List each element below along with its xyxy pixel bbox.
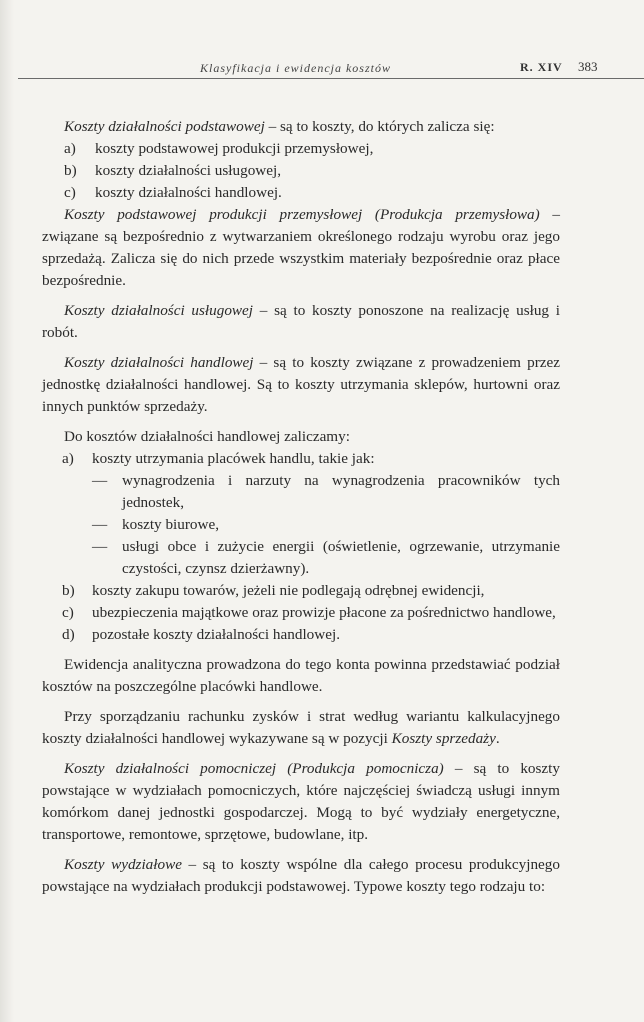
- dash-text: wynagrodzenia i narzuty na wynagrodzenia pracowników tych jednostek,: [122, 472, 560, 511]
- paragraph-2: [42, 204, 560, 292]
- paragraph-5: Do kosztów działalności handlowej zaliczamy:: [64, 428, 350, 445]
- paragraph-6: Ewidencja analityczna prowadzona do tego konta powinna przedstawiać podział kosztów na poszczególne placówki handlowe.: [42, 656, 560, 695]
- dash-item: [92, 514, 560, 536]
- paragraph-text: .: [495, 730, 500, 747]
- paragraph-4: [42, 352, 560, 418]
- list-item: [42, 448, 560, 580]
- list-item: [42, 160, 560, 182]
- list-marker: a): [64, 140, 76, 157]
- list-marker: a): [62, 450, 74, 467]
- paragraph-text: – są to koszty powstające w wydziałach pomocniczych, które najczęściej świadczą usługi innym komórkom danej jednostki gospodarczej. Mogą to być wydziały energetyczne, transportowe, remontowe, sprzętowe, budowlane, itp.: [42, 760, 560, 843]
- list-cost-types: [42, 138, 560, 204]
- term: Koszty podstawowej produkcji przemysłowej (Produkcja przemysłowa): [64, 206, 540, 223]
- page-number: 383: [578, 59, 598, 74]
- list-item: [42, 602, 560, 624]
- list-text: koszty działalności handlowej.: [95, 184, 282, 201]
- dash-mark: —: [92, 472, 108, 489]
- paragraph-1: [42, 116, 560, 138]
- list-text: koszty podstawowej produkcji przemysłowej,: [95, 140, 374, 157]
- term: Koszty działalności usługowej: [64, 302, 253, 319]
- term: Koszty działalności pomocniczej (Produkcja pomocnicza): [64, 760, 444, 777]
- dash-list: [92, 470, 560, 580]
- list-marker: b): [64, 162, 77, 179]
- paragraph-7: [42, 706, 560, 750]
- list-item: [42, 138, 560, 160]
- dash-item: [92, 470, 560, 514]
- paragraph-9: [42, 854, 560, 898]
- list-text: koszty zakupu towarów, jeżeli nie podlegają odrębnej ewidencji,: [92, 582, 485, 599]
- list-item: [42, 580, 560, 602]
- chapter-label: R. XIV: [520, 60, 563, 74]
- paragraph-3: [42, 300, 560, 344]
- paragraph-text: – są to koszty związane z prowadzeniem przez jednostkę działalności handlowej. Są to koszty utrzymania sklepów, hurtowni oraz innych punktów sprzedaży.: [42, 354, 560, 415]
- paragraph-text: – związane są bezpośrednio z wytwarzaniem określonego rodzaju wyrobu oraz jego sprzedażą. Zalicza się do nich przede wszystkim materiały bezpośrednie oraz płace bezpośrednie.: [42, 206, 560, 289]
- page-edge: [0, 0, 14, 1022]
- term: Koszty działalności podstawowej: [64, 118, 265, 135]
- dash-text: koszty biurowe,: [122, 516, 220, 533]
- list-marker: d): [62, 626, 75, 643]
- paragraph-text: – są to koszty ponoszone na realizację usług i robót.: [42, 302, 560, 341]
- page-header: [0, 0, 644, 90]
- list-marker: b): [62, 582, 75, 599]
- list-text: pozostałe koszty działalności handlowej.: [92, 626, 340, 643]
- page-body: [42, 116, 560, 898]
- list-text: ubezpieczenia majątkowe oraz prowizje płacone za pośrednictwo handlowe,: [92, 604, 556, 621]
- list-marker: c): [62, 604, 74, 621]
- term: Koszty działalności handlowej: [64, 354, 254, 371]
- list-item: [42, 182, 560, 204]
- list-marker: c): [64, 184, 76, 201]
- term: Koszty sprzedaży: [391, 730, 496, 747]
- paragraph-8: [42, 758, 560, 846]
- list-text: koszty działalności usługowej,: [95, 162, 282, 179]
- list-trade-costs: [42, 448, 560, 646]
- paragraph-text: – są to koszty wspólne dla całego procesu produkcyjnego powstające na wydziałach produkcji podstawowej. Typowe koszty tego rodzaju to:: [42, 856, 560, 895]
- dash-mark: —: [92, 538, 108, 555]
- term: Koszty wydziałowe: [64, 856, 182, 873]
- running-title: Klasyfikacja i ewidencja kosztów: [200, 61, 391, 75]
- paragraph-text: – są to koszty, do których zalicza się:: [264, 118, 495, 135]
- paragraph-text: Przy sporządzaniu rachunku zysków i strat według wariantu kalkulacyjnego koszty działalności handlowej wykazywane są w pozycji: [42, 708, 560, 747]
- dash-item: [92, 536, 560, 580]
- dash-text: usługi obce i zużycie energii (oświetlenie, ogrzewanie, utrzymanie czystości, czynsz dzierżawny).: [122, 538, 560, 577]
- dash-mark: —: [92, 516, 108, 533]
- list-item: [42, 624, 560, 646]
- list-text: koszty utrzymania placówek handlu, takie jak:: [92, 450, 375, 467]
- header-rule: [18, 78, 644, 79]
